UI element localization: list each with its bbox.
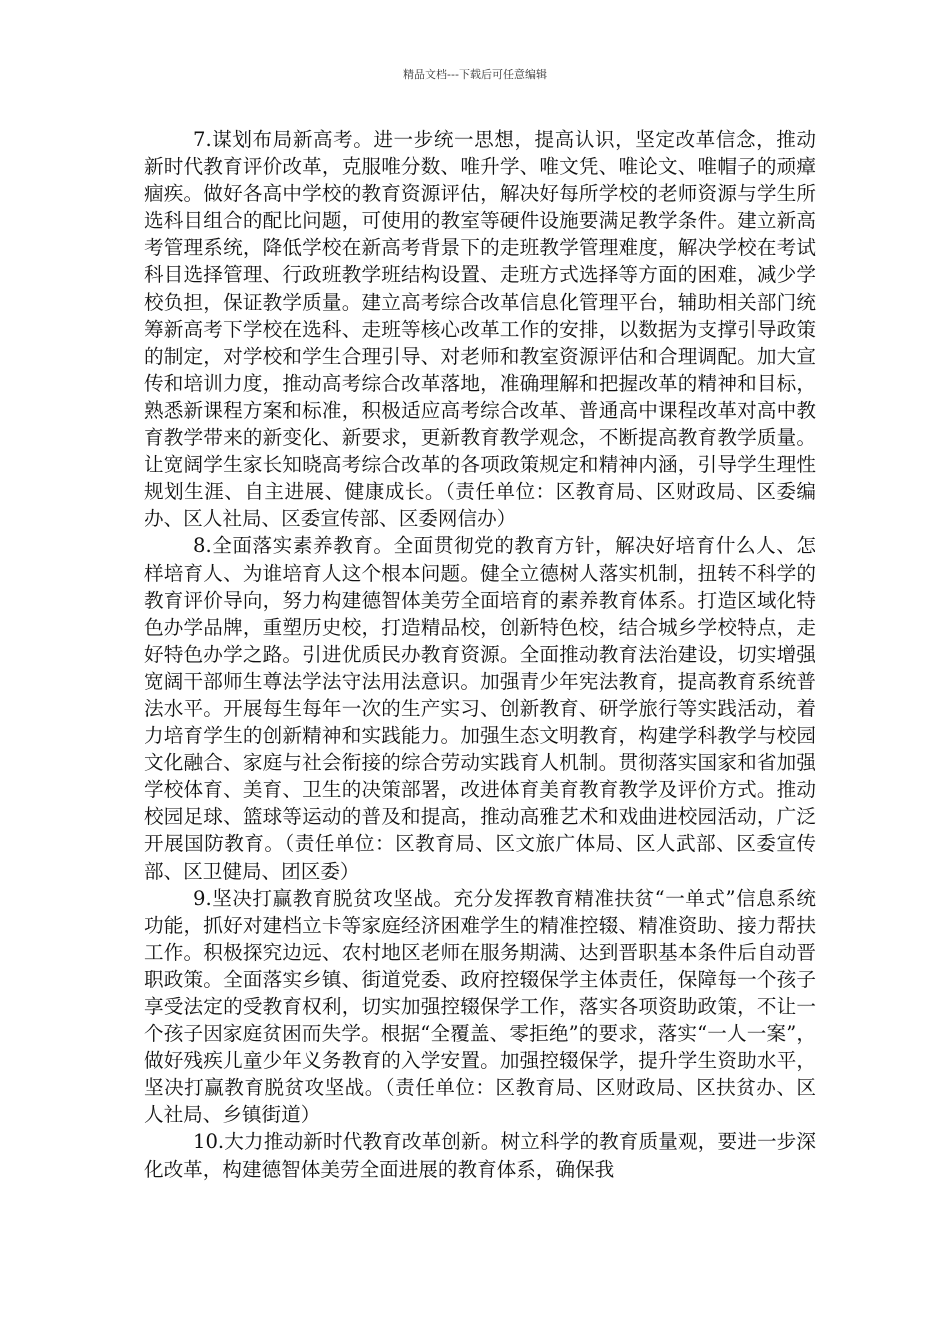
paragraph-10: 10.大力推动新时代教育改革创新。树立科学的教育质量观，要进一步深化改革，构建德智体美劳全面进展的教育体系，确保我 <box>144 1130 816 1181</box>
paragraph-7: 7.谋划布局新高考。进一步统一思想，提高认识，坚定改革信念，推动新时代教育评价改革，克服唯分数、唯升学、唯文凭、唯论文、唯帽子的顽瘴痼疾。做好各高中学校的教育资源评估，解决好每所学校的老师资源与学生所选科目组合的配比问题，可使用的教室等硬件设施要满足教学条件。建立新高考管理系统，降低学校在新高考背景下的走班教学管理难度，解决学校在考试科目选择管理、行政班教学班结构设置、走班方式选择等方面的困难，减少学校负担，保证教学质量。建立高考综合改革信息化管理平台，辅助相关部门统筹新高考下学校在选科、走班等核心改革工作的安排，以数据为支撑引导政策的制定，对学校和学生合理引导、对老师和教室资源评估和合理调配。加大宣传和培训力度，推动高考综合改革落地，准确理解和把握改革的精神和目标，熟悉新课程方案和标准，积极适应高考综合改革、普通高中课程改革对高中教育教学带来的新变化、新要求，更新教育教学观念，不断提高教育教学质量。让宽阔学生家长知晓高考综合改革的各项政策规定和精神内涵，引导学生理性规划生涯、自主进展、健康成长。（责任单位：区教育局、区财政局、区委编办、区人社局、区委宣传部、区委网信办） <box>144 128 816 531</box>
page-header: 精品文档---下载后可任意编辑 <box>403 68 547 81</box>
paragraph-8: 8.全面落实素养教育。全面贯彻党的教育方针，解决好培育什么人、怎样培育人、为谁培育人这个根本问题。健全立德树人落实机制，扭转不科学的教育评价导向，努力构建德智体美劳全面培育的素养教育体系。打造区域化特色办学品牌，重塑历史校，打造精品校，创新特色校，结合城乡学校特点，走好特色办学之路。引进优质民办教育资源。全面推动教育法治建设，切实增强宽阔干部师生尊法学法守法用法意识。加强青少年宪法教育，提高教育系统普法水平。开展每生每年一次的生产实习、创新教育、研学旅行等实践活动，着力培育学生的创新精神和实践能力。加强生态文明教育，构建学科教学与校园文化融合、家庭与社会衔接的综合劳动实践育人机制。贯彻落实国家和省加强学校体育、美育、卫生的决策部署，改进体育美育教育教学及评价方式。推动校园足球、篮球等运动的普及和提高，推动高雅艺术和戏曲进校园活动，广泛开展国防教育。（责任单位：区教育局、区文旅广体局、区人武部、区委宣传部、区卫健局、团区委） <box>144 534 816 883</box>
document-body <box>144 126 816 1183</box>
paragraph-9: 9.坚决打赢教育脱贫攻坚战。充分发挥教育精准扶贫“一单式”信息系统功能，抓好对建档立卡等家庭经济困难学生的精准控辍、精准资助、接力帮扶工作。积极探究边远、农村地区老师在服务期满、达到晋职基本条件后自动晋职政策。全面落实乡镇、街道党委、政府控辍保学主体责任，保障每一个孩子享受法定的受教育权利，切实加强控辍保学工作，落实各项资助政策，不让一个孩子因家庭贫困而失学。根据“全覆盖、零拒绝”的要求，落实“一人一案”，做好残疾儿童少年义务教育的入学安置。加强控辍保学，提升学生资助水平，坚决打赢教育脱贫攻坚战。（责任单位：区教育局、区财政局、区扶贫办、区人社局、乡镇街道） <box>144 886 816 1127</box>
